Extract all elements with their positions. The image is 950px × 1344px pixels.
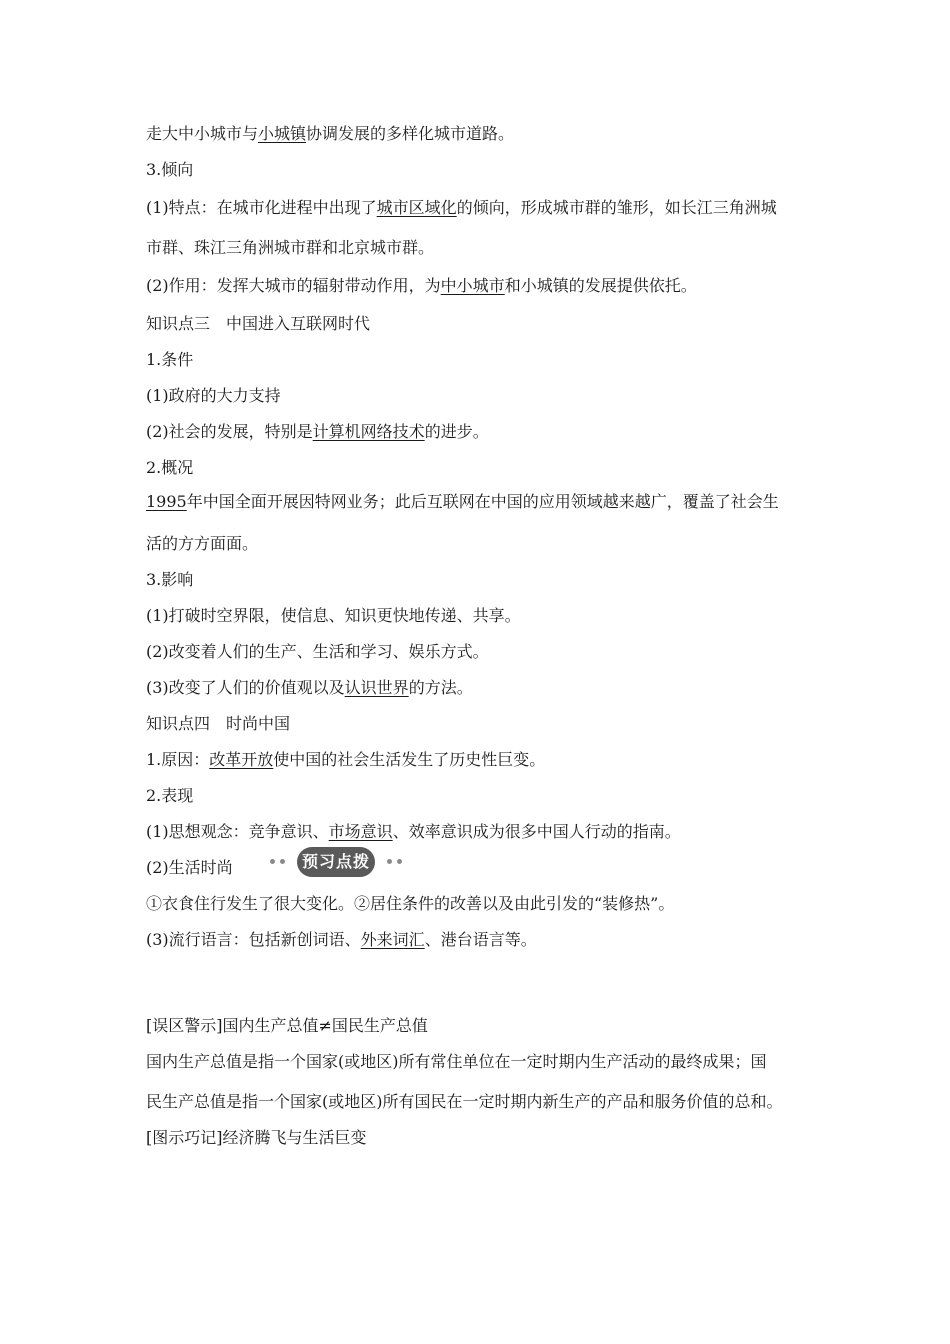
underlined-answer: 市场意识 [328,822,393,841]
text-line [146,1090,783,1114]
underlined-answer: 外来词汇 [360,930,425,949]
text-span: (2)作用：发挥大城市的辐射带动作用，为 [146,276,441,295]
text-line [146,348,193,372]
underlined-answer: 改革开放 [209,750,274,769]
text-line [146,640,489,664]
text-span: 走大中小城市与 [146,124,259,143]
underlined-answer: 1995 [146,492,187,511]
text-span: 、港台语言等。 [424,930,537,949]
text-span: 3.影响 [146,570,194,589]
text-line [146,236,434,260]
underlined-answer: 认识世界 [344,678,409,697]
text-line [146,820,681,844]
text-line [146,928,537,952]
underlined-answer: 中小城市 [440,276,505,295]
text-span: (2)社会的发展，特别是 [146,422,313,441]
text-line [146,1014,428,1038]
text-line [146,1050,767,1074]
text-span: 活的方方面面。 [146,534,259,553]
section-banner [268,847,404,877]
text-span: (2)改变着人们的生产、生活和学习、娱乐方式。 [146,642,489,661]
text-line [146,490,779,514]
text-span: (1)打破时空界限，使信息、知识更快地传递、共享。 [146,606,521,625]
banner-dot [387,859,392,864]
text-span: 的进步。 [424,422,489,441]
text-line [146,748,545,772]
text-line [146,420,489,444]
text-span: 知识点三 中国进入互联网时代 [146,314,371,333]
text-line [146,456,193,480]
text-span: 协调发展的多样化城市道路。 [306,124,515,143]
text-span: 年中国全面开展因特网业务；此后互联网在中国的应用领域越来越广，覆盖了社会生 [186,492,779,511]
text-span: (3)流行语言：包括新创词语、 [146,930,361,949]
text-span: 2.表现 [146,786,194,805]
text-line [146,122,514,146]
text-span: 民生产总值是指一个国家(或地区)所有国民在一定时期内新生产的产品和服务价值的总和。 [146,1092,783,1111]
text-span: (1)思想观念：竞争意识、 [146,822,329,841]
text-line [146,312,370,336]
text-span: 3.倾向 [146,160,194,179]
text-span: (1)特点：在城市化进程中出现了 [146,198,377,217]
text-span: 的倾向，形成城市群的雏形，如长江三角洲城 [456,198,777,217]
text-span: 1.原因： [146,750,210,769]
text-line [146,532,258,556]
text-span: (3)改变了人们的价值观以及 [146,678,345,697]
text-span: 国内生产总值是指一个国家(或地区)所有常住单位在一定时期内生产活动的最终成果；国 [146,1052,767,1071]
text-span: 和小城镇的发展提供依托。 [504,276,697,295]
text-span: 的方法。 [408,678,473,697]
banner-dot [280,859,285,864]
text-line [146,384,281,408]
text-span: ①衣食住行发生了很大变化。②居住条件的改善以及由此引发的“装修热”。 [146,894,675,913]
text-line [146,604,521,628]
text-line [146,196,777,220]
text-span: 、效率意识成为很多中国人行动的指南。 [392,822,681,841]
text-line [146,274,697,298]
underlined-answer: 小城镇 [258,124,307,143]
text-line [146,856,233,880]
text-span: (2)生活时尚 [146,858,233,877]
underlined-answer: 计算机网络技术 [312,422,425,441]
text-span: 使中国的社会生活发生了历史性巨变。 [273,750,546,769]
text-line [146,676,473,700]
text-line [146,712,290,736]
text-line [146,568,193,592]
text-span: (1)政府的大力支持 [146,386,281,405]
text-span: 市群、珠江三角洲城市群和北京城市群。 [146,238,435,257]
text-line [146,784,193,808]
text-span: 知识点四 时尚中国 [146,714,291,733]
text-line [146,892,674,916]
banner-label: 预习点拨 [301,852,370,871]
underlined-answer: 城市区域化 [376,198,457,217]
text-line [146,158,193,182]
text-span: [误区警示]国内生产总值≠国民生产总值 [146,1016,428,1035]
text-line [146,1126,367,1150]
banner-dot [397,859,402,864]
text-span: 2.概况 [146,458,194,477]
text-span: 1.条件 [146,350,194,369]
banner-dot [270,859,275,864]
text-span: [图示巧记]经济腾飞与生活巨变 [146,1128,367,1147]
